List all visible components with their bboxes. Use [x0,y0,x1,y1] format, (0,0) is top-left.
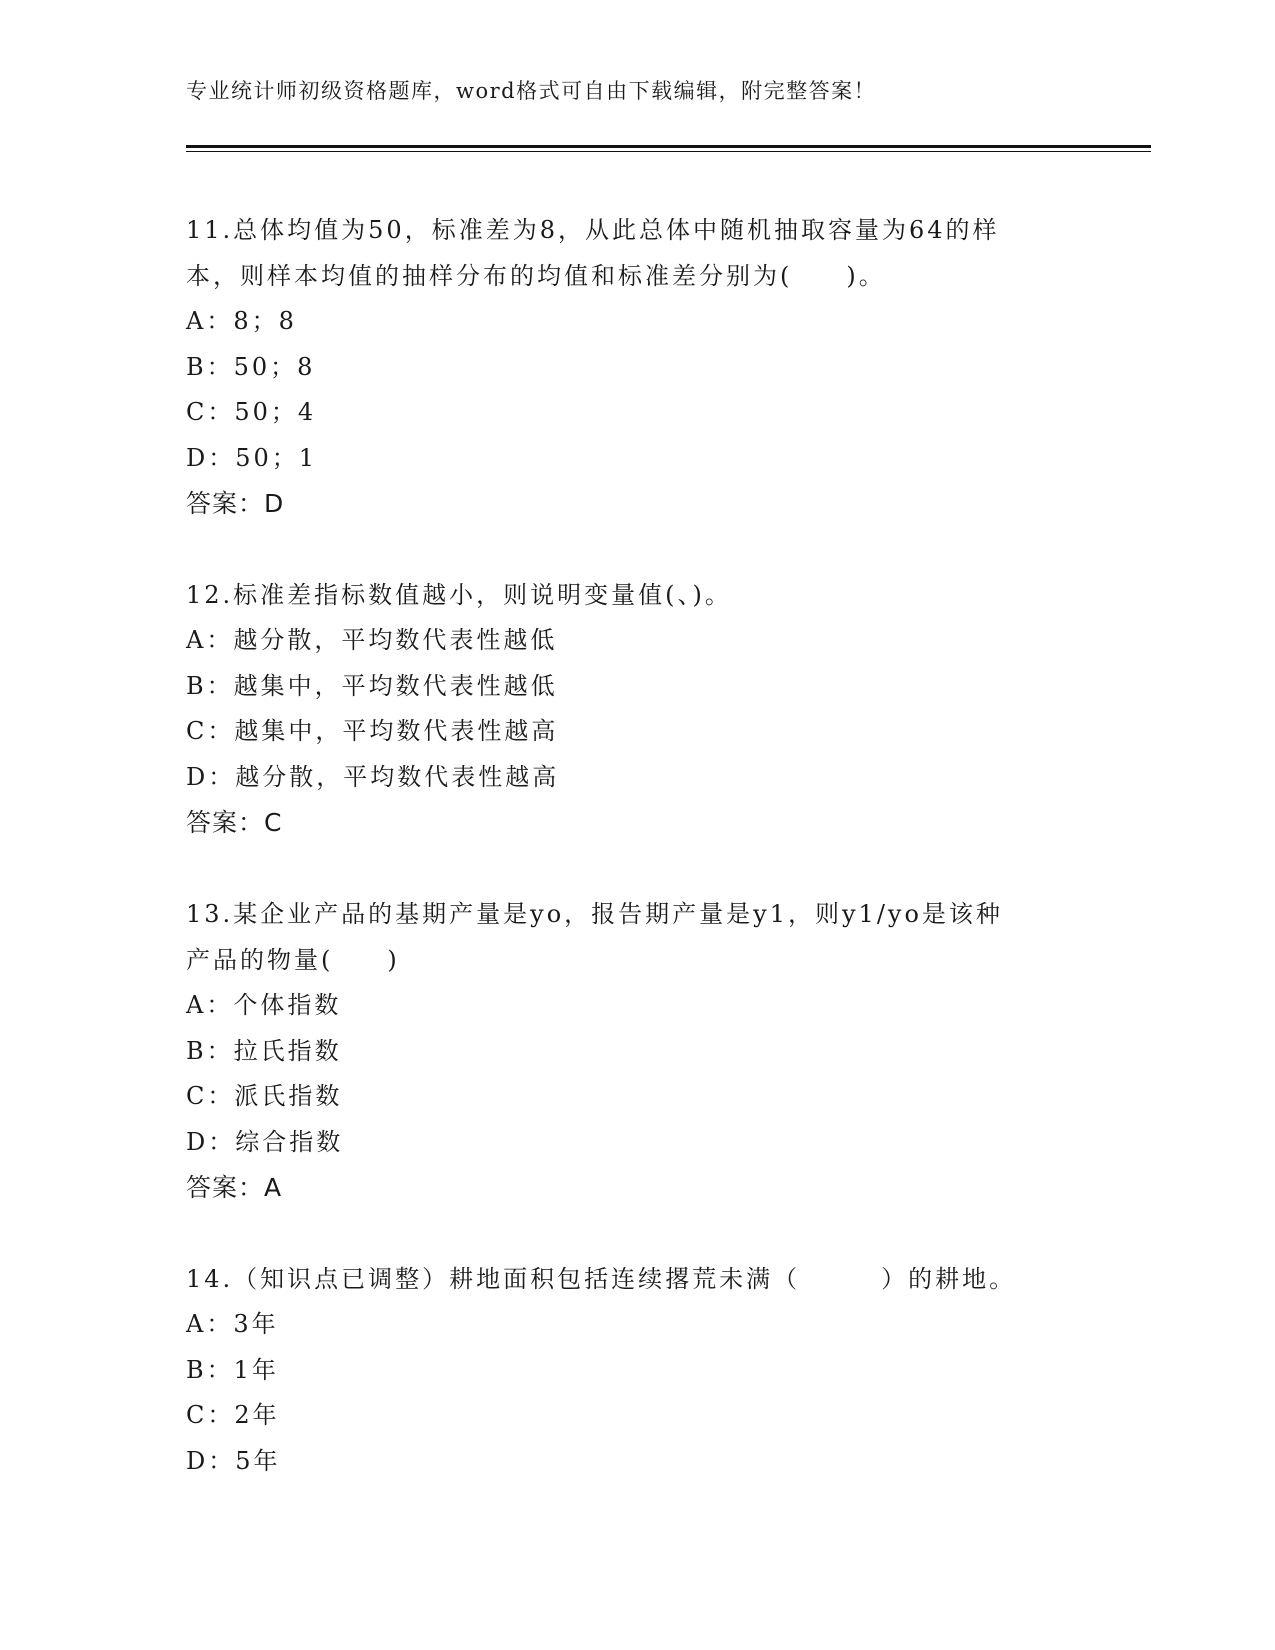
option-b: B：越集中，平均数代表性越低 [186,671,558,700]
question-stem-line: 12.标准差指标数值越小，则说明变量值(、)。 [186,581,732,609]
question-stem-line: 14.（知识点已调整）耕地面积包括连续撂荒未满（ ）的耕地。 [186,1265,1017,1293]
question-12 [186,572,1086,846]
option-a: A：个体指数 [186,991,342,1019]
header-rule-thick [186,145,1151,148]
option-c: C：50；4 [186,398,317,426]
header-rule-thin [186,151,1151,152]
option-a: A：越分散，平均数代表性越低 [186,626,558,654]
option-b: B：拉氏指数 [186,1036,342,1065]
question-11 [186,207,1086,527]
question-13 [186,891,1086,1211]
question-14 [186,1256,1086,1484]
page-header: 专业统计师初级资格题库，word格式可自由下载编辑，附完整答案！ [186,79,877,103]
question-stem-line: 11.总体均值为50，标准差为8，从此总体中随机抽取容量为64的样 [186,216,1000,244]
question-list [186,207,1086,1529]
question-stem-line: 本，则样本均值的抽样分布的均值和标准差分别为( )。 [186,262,886,290]
option-d: D：综合指数 [186,1127,344,1156]
option-d: D：越分散，平均数代表性越高 [186,762,560,791]
answer-text: 答案：D [186,489,285,518]
option-d: D：50；1 [186,443,318,472]
option-c: C：2年 [186,1401,280,1429]
question-stem-line: 产品的物量( ) [186,946,400,974]
option-b: B：50；8 [186,352,316,381]
option-a: A：8；8 [186,307,297,335]
option-c: C：越集中，平均数代表性越高 [186,717,559,745]
option-d: D：5年 [186,1446,281,1475]
question-stem-line: 13.某企业产品的基期产量是yo，报告期产量是y1，则y1/yo是该种 [186,900,1003,928]
option-a: A：3年 [186,1310,279,1338]
answer-text: 答案：A [186,1173,283,1202]
option-b: B：1年 [186,1355,279,1384]
answer-text: 答案：C [186,808,283,837]
option-c: C：派氏指数 [186,1082,343,1110]
